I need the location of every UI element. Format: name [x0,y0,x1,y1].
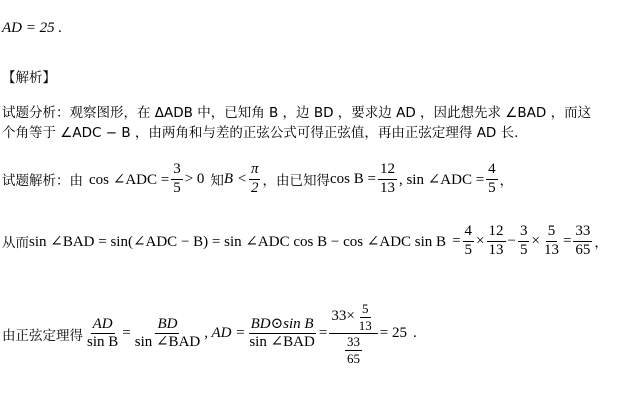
minus: − [507,232,516,249]
frac-num: 33 [573,224,592,242]
frac-den: 2 [250,179,259,196]
frac-num: 12 [378,162,397,180]
frac-num: BD⊙sin B [249,317,316,335]
frac-num: AD [91,317,115,335]
solution-step-3 [2,302,417,366]
fraction-bd-sinbad [133,317,203,352]
equals: = [122,325,131,342]
compound-fraction [329,302,377,366]
times: × [476,232,485,249]
step3-end: . [413,325,417,342]
fraction-bd-sinb-sinbad [247,317,317,352]
frac-den: 13 [358,317,372,333]
frac-num: BD [155,317,179,335]
analysis-text-2: 个角等于 ∠ADC − B ，由两角和与差的正弦公式可得正弦值，再由正弦定理得 AD 长. [2,125,519,141]
frac-num: 3 [171,162,183,180]
frac-num: 12 [487,224,506,242]
fraction-12-13 [487,224,506,259]
step1-prefix: 由 [69,173,83,190]
frac-num: 5 [546,224,558,242]
frac-num: 5 [362,301,369,316]
gt-zero: > 0 [184,170,205,187]
frac-den: 65 [347,350,361,366]
analysis-text-1: 观察图形，在 ΔADB 中，已知角 B ，边 BD ，要求边 AD ，因此想先求 ∠BAD ，而这 [69,105,592,121]
compound-numerator [329,302,377,334]
frac-num: 33 [347,334,361,350]
answer-line [2,20,62,37]
step3-prefix: 由正弦定理得 [2,327,83,344]
frac-num: 4 [486,162,498,180]
analysis-label: 试题分析： [2,105,70,121]
fraction-3-5 [171,162,183,197]
ad-equals: , AD = [204,325,246,342]
analysis-line-1 [2,101,591,121]
times: × [531,232,540,249]
fraction-5-13 [357,302,374,332]
fraction-5-13 [542,224,561,259]
b-less-than: B < [223,170,247,187]
frac-den: 13 [543,241,559,258]
fraction-ad-sinb [85,317,120,352]
equals: = [452,232,461,249]
cos-b-expr: cos B = [329,170,376,187]
fraction-3-5 [518,224,530,259]
frac-den: 13 [379,179,395,196]
sin-adc-expr: , sin ∠ADC = [398,171,485,188]
frac-den: 5 [519,241,528,258]
frac-den: sin B [87,334,119,351]
frac-den: 65 [575,241,591,258]
fraction-pi-2 [249,162,261,197]
step2-prefix: 从而 [2,235,29,252]
frac-den: 5 [464,241,473,258]
solution-label: 试题解析： [2,173,70,190]
frac-num: π [249,162,261,180]
fraction-4-5 [463,224,475,259]
frac-num: 4 [463,224,475,242]
numerator-prefix: 33× [331,308,355,325]
compound-denominator [341,334,366,365]
step2-end: ， [594,235,608,252]
given-text: ，由已知得 [262,173,330,190]
cos-adc-expr: cos ∠ADC = [89,171,170,188]
analysis-heading: 【解析】 [2,70,56,86]
fraction-12-13 [378,162,397,197]
frac-den: 13 [488,241,504,258]
know-text: 知 [210,173,224,190]
frac-den: 5 [488,179,496,196]
step1-end: ， [499,173,514,190]
equals: = [318,325,328,342]
analysis-line-2 [2,121,518,141]
section-heading [2,66,56,86]
frac-den: sin ∠BAD [134,334,201,351]
frac-den: 5 [173,179,181,196]
fraction-4-5 [486,162,498,197]
fraction-33-65 [345,335,362,365]
solution-step-1 [2,162,513,197]
sin-bad-expansion: sin ∠BAD = sin(∠ADC − B) = sin ∠ADC cos B − cos ∠ADC sin B [29,233,447,250]
equals: = [562,232,572,249]
frac-num: 3 [518,224,530,242]
fraction-33-65 [573,224,592,259]
frac-den: sin ∠BAD [249,334,315,351]
solution-step-2 [2,224,608,259]
answer-text: AD = 25 . [2,20,63,36]
result: = 25 [379,325,407,342]
